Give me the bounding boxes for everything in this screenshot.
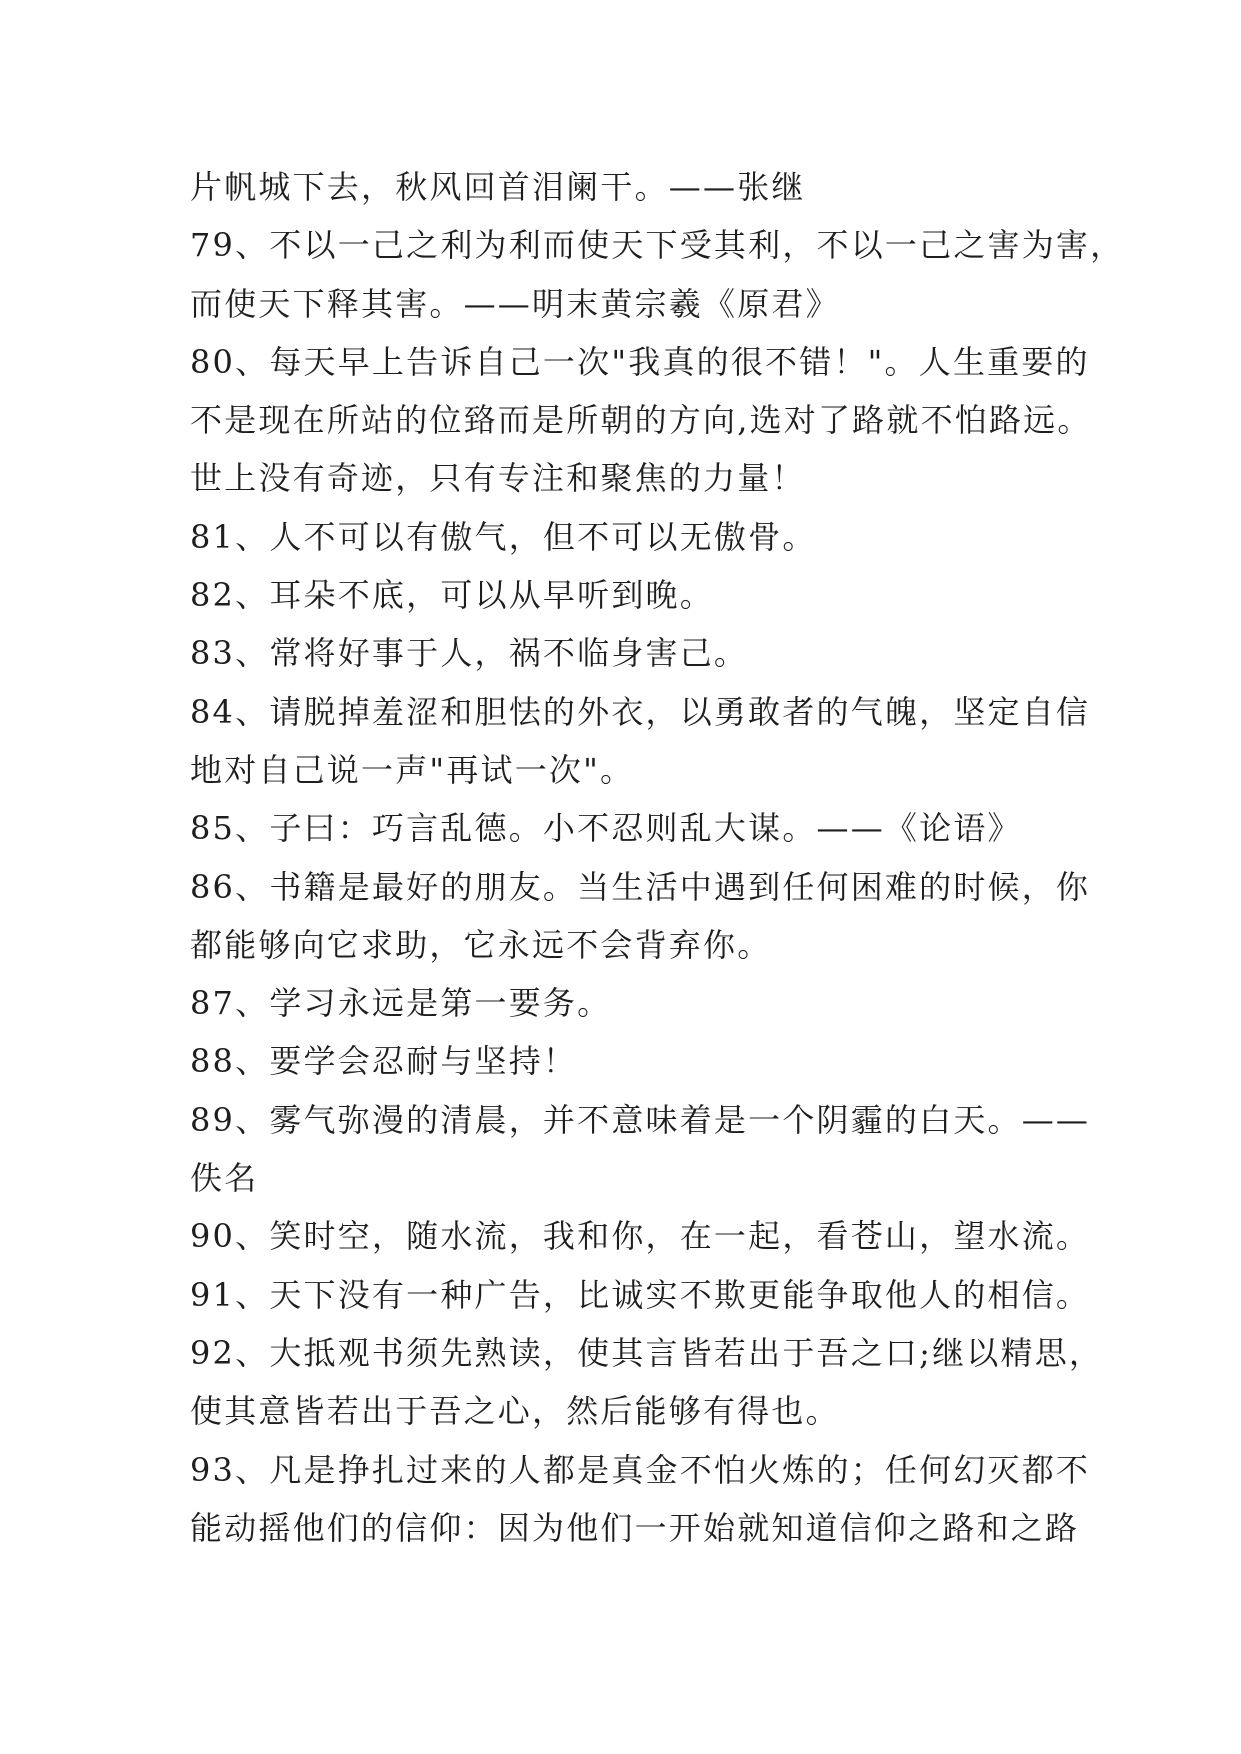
text-line: 90、笑时空，随水流，我和你，在一起，看苍山，望水流。 [190,1217,1091,1256]
text-line: 84、请脱掉羞涩和胆怯的外衣，以勇敢者的气魄，坚定自信 [190,692,1091,731]
text-line: 80、每天早上告诉自己一次"我真的很不错！"。人生重要的 [190,342,1090,381]
text-line: 都能够向它求助，它永远不会背弃你。 [190,925,772,964]
text-line: 世上没有奇迹，只有专注和聚焦的力量！ [190,459,806,498]
text-line: 使其意皆若出于吾之心，然后能够有得也。 [190,1392,840,1431]
text-line: 不是现在所站的位臵而是所朝的方向,选对了路就不怕路远。 [190,401,1092,440]
document-body [190,158,1125,1557]
text-line: 83、常将好事于人，祸不临身害己。 [190,634,749,673]
text-line: 93、凡是挣扎过来的人都是真金不怕火炼的；任何幻灭都不 [190,1450,1091,1489]
text-line: 佚名 [190,1159,259,1198]
text-line: 85、子曰：巧言乱德。小不忍则乱大谋。——《论语》 [190,809,1022,848]
text-line: 而使天下释其害。——明末黄宗羲《原君》 [190,284,840,323]
text-line: 87、学习永远是第一要务。 [190,984,612,1023]
text-line: 地对自己说一声"再试一次"。 [190,750,635,789]
text-line: 92、大抵观书须先熟读，使其言皆若出于吾之口;继以精思， [190,1333,1104,1372]
text-line: 79、不以一己之利为利而使天下受其利，不以一己之害为害， [190,226,1125,265]
text-line: 能动摇他们的信仰：因为他们一开始就知道信仰之路和之路 [190,1508,1080,1547]
text-line: 91、天下没有一种广告，比诚实不欺更能争取他人的相信。 [190,1275,1091,1314]
text-line: 82、耳朵不底，可以从早听到晚。 [190,576,714,615]
text-line: 89、雾气弥漫的清晨，并不意味着是一个阴霾的白天。—— [190,1100,1091,1139]
text-line: 88、要学会忍耐与坚持！ [190,1042,578,1081]
text-line: 片帆城下去，秋风回首泪阑干。——张继 [190,168,806,206]
text-line: 81、人不可以有傲气，但不可以无傲骨。 [190,517,817,556]
text-line: 86、书籍是最好的朋友。当生活中遇到任何困难的时候，你 [190,867,1091,906]
